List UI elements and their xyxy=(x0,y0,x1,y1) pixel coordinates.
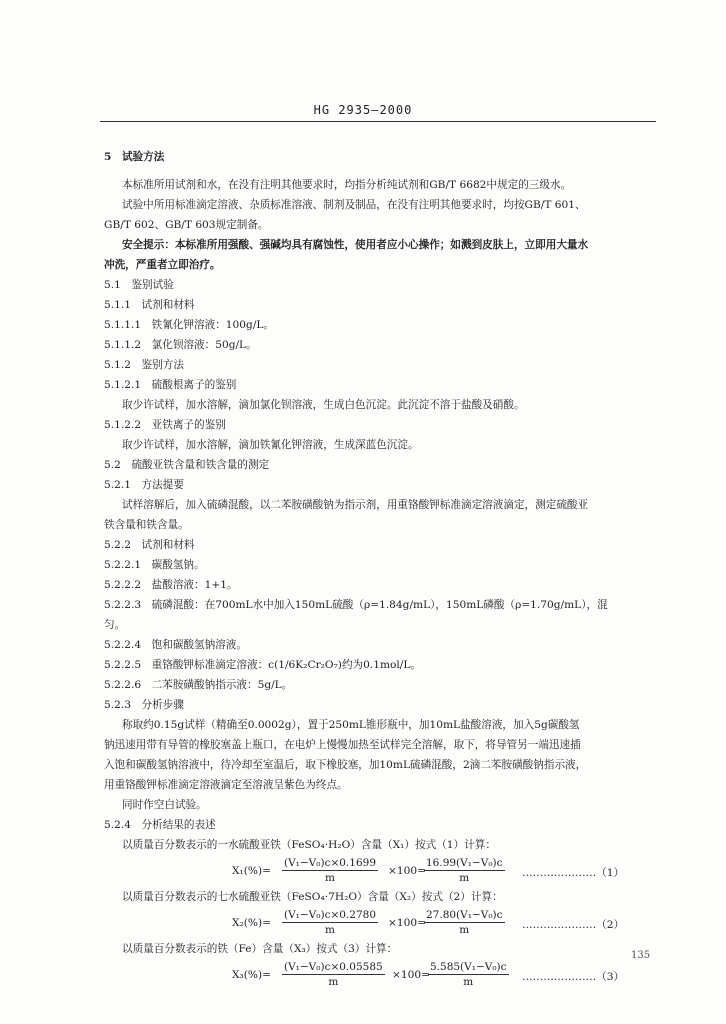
equation-1-intro: 以质量百分数表示的一水硫酸亚铁（FeSO₄·H₂O）含量（X₁）按式（1）计算： xyxy=(122,839,496,851)
paragraph-solutions-line1: 试验中所用标准滴定溶液、杂质标准溶液、制剂及制品，在没有注明其他要求时，均按GB/T 601、 xyxy=(122,199,586,211)
item-5-2-2-4: 5.2.2.4 饱和碳酸氢钠溶液。 xyxy=(104,639,247,651)
equation-2-denominator-b: m xyxy=(459,924,470,936)
section-5-2-heading: 5.2 硫酸亚铁含量和铁含量的测定 xyxy=(104,459,270,471)
item-5-1-2-2-heading: 5.1.2.2 亚铁离子的鉴别 xyxy=(104,419,226,431)
section-5-1-2-heading: 5.1.2 鉴别方法 xyxy=(104,359,184,371)
paragraph-solutions-line2: GB/T 602、GB/T 603规定制备。 xyxy=(104,219,269,231)
equation-3-lhs: X₃(%)= xyxy=(232,969,271,981)
equation-3-numerator-b: 5.585(V₁−V₀)c xyxy=(430,961,507,973)
equation-3-number: …………………（3） xyxy=(522,971,625,983)
method-summary-line2: 铁含量和铁含量。 xyxy=(104,519,189,531)
equation-1-fraction-b xyxy=(424,857,505,885)
procedure-line3: 入饱和碳酸氢钠溶液中，待冷却至室温后，取下橡胶塞，加10mL硫磷混酸，2滴二苯胺磺酸钠指示液， xyxy=(104,759,587,771)
running-header: HG 2935—2000 xyxy=(313,103,413,117)
procedure-line2: 钠迅速用带有导管的橡胶塞盖上瓶口，在电炉上慢慢加热至试样完全溶解，取下，将导管另一端迅速插 xyxy=(104,739,581,751)
procedure-line4: 用重铬酸钾标准滴定溶液滴定至溶液呈紫色为终点。 xyxy=(104,779,348,791)
equation-2-number: …………………（2） xyxy=(522,919,625,931)
item-5-2-2-1: 5.2.2.1 碳酸氢钠。 xyxy=(104,559,205,571)
item-5-2-2-6: 5.2.2.6 二苯胺磺酸钠指示液：5g/L。 xyxy=(104,679,293,691)
section-5-1-heading: 5.1 鉴别试验 xyxy=(104,279,174,291)
equation-3-denominator-b: m xyxy=(463,976,474,988)
equation-3-mid: ×100= xyxy=(392,969,430,981)
equation-3-denominator-a: m xyxy=(328,976,339,988)
section-5-2-4-heading: 5.2.4 分析结果的表述 xyxy=(104,819,216,831)
section-5-1-1-heading: 5.1.1 试剂和材料 xyxy=(104,299,195,311)
equation-3-numerator-a: (V₁−V₀)c×0.05585 xyxy=(284,961,383,973)
item-5-1-1-2: 5.1.1.2 氯化钡溶液：50g/L。 xyxy=(104,339,257,351)
item-5-2-2-3-line1: 5.2.2.3 硫磷混酸：在700mL水中加入150mL硫酸（ρ=1.84g/mL），150mL磷酸（ρ=1.70g/mL），混 xyxy=(104,599,608,611)
equation-2-intro: 以质量百分数表示的七水硫酸亚铁（FeSO₄·7H₂O）含量（X₂）按式（2）计算： xyxy=(122,891,503,903)
equation-1-fraction-a xyxy=(282,857,378,885)
safety-note-line2: 冲洗，严重者立即治疗。 xyxy=(104,259,221,271)
equation-3-fraction-b xyxy=(428,961,509,989)
equation-1-mid: ×100= xyxy=(388,865,426,877)
equation-1-denominator-a: m xyxy=(325,872,335,884)
item-5-1-2-2-text: 取少许试样，加水溶解，滴加铁氰化钾溶液，生成深蓝色沉淀。 xyxy=(122,439,419,451)
blank-test-note: 同时作空白试验。 xyxy=(122,799,207,811)
equation-2-numerator-b: 27.80(V₁−V₀)c xyxy=(426,909,503,921)
equation-1-number: …………………（1） xyxy=(522,867,625,879)
equation-1-numerator-a: (V₁−V₀)c×0.1699 xyxy=(284,857,376,869)
equation-2-denominator-a: m xyxy=(325,924,335,936)
paragraph-reagents: 本标准所用试剂和水，在没有注明其他要求时，均指分析纯试剂和GB/T 6682中规定的三级水。 xyxy=(122,179,572,191)
equation-2-fraction-b xyxy=(424,909,505,937)
item-5-1-2-1-text: 取少许试样，加水溶解，滴加氯化钡溶液，生成白色沉淀。此沉淀不溶于盐酸及硝酸。 xyxy=(122,399,525,411)
section-5-2-3-heading: 5.2.3 分析步骤 xyxy=(104,699,184,711)
equation-1-numerator-b: 16.99(V₁−V₀)c xyxy=(426,857,503,869)
header-rule xyxy=(100,121,656,122)
equation-2-fraction-a xyxy=(282,909,378,937)
equation-3-fraction-a xyxy=(282,961,385,989)
equation-2-mid: ×100= xyxy=(388,917,426,929)
procedure-line1: 称取约0.15g试样（精确至0.0002g），置于250mL锥形瓶中，加10mL盐酸溶液，加入5g碳酸氢 xyxy=(122,719,580,731)
item-5-2-2-5: 5.2.2.5 重铬酸钾标准滴定溶液：c(1/6K₂Cr₂O₇)约为0.1mol/L。 xyxy=(104,659,421,671)
page-number: 135 xyxy=(631,950,651,961)
method-summary-line1: 试样溶解后，加入硫磷混酸，以二苯胺磺酸钠为指示剂，用重铬酸钾标准滴定溶液滴定，测定硫酸亚 xyxy=(122,499,589,511)
item-5-1-1-1: 5.1.1.1 铁氰化钾溶液：100g/L。 xyxy=(104,319,275,331)
item-5-1-2-1-heading: 5.1.2.1 硫酸根离子的鉴别 xyxy=(104,379,237,391)
equation-2-numerator-a: (V₁−V₀)c×0.2780 xyxy=(284,909,376,921)
equation-3-intro: 以质量百分数表示的铁（Fe）含量（X₃）按式（3）计算： xyxy=(122,943,398,955)
section-5-2-1-heading: 5.2.1 方法提要 xyxy=(104,479,184,491)
equation-1-denominator-b: m xyxy=(459,872,470,884)
safety-note-line1: 安全提示：本标准所用强酸、强碱均具有腐蚀性，使用者应小心操作；如溅到皮肤上，立即用大量水 xyxy=(122,239,589,251)
item-5-2-2-2: 5.2.2.2 盐酸溶液：1+1。 xyxy=(104,579,238,591)
equation-1-lhs: X₁(%)= xyxy=(232,865,271,877)
section-5-heading: 5 试验方法 xyxy=(104,151,165,163)
section-5-2-2-heading: 5.2.2 试剂和材料 xyxy=(104,539,195,551)
item-5-2-2-3-line2: 匀。 xyxy=(104,619,126,631)
equation-2-lhs: X₂(%)= xyxy=(232,917,271,929)
